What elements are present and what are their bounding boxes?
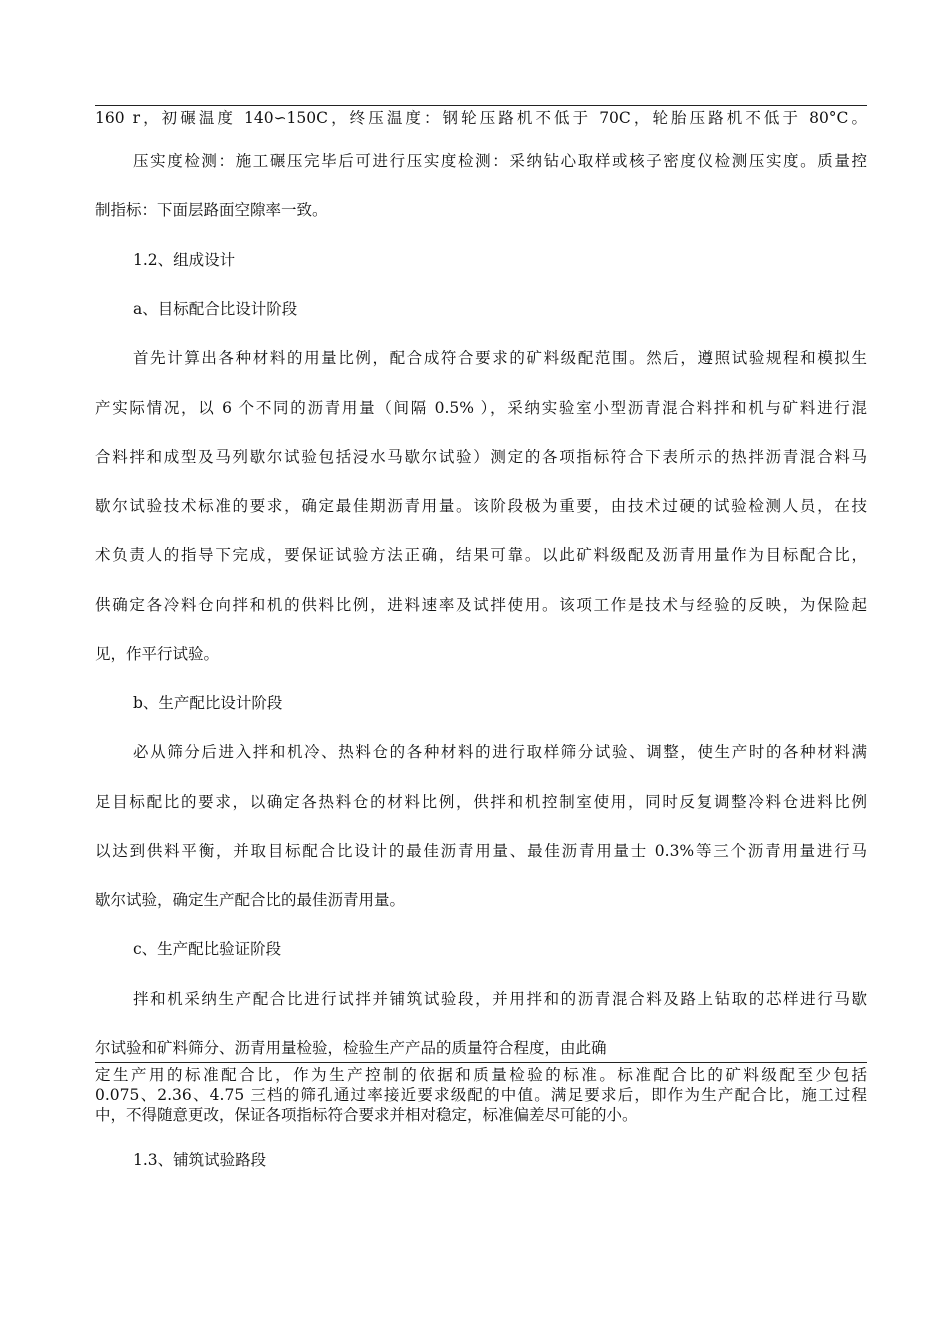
paragraph-line: 定生产用的标准配合比，作为生产控制的依据和质量检验的标准。标准配合比的矿料级配至少包括	[95, 1066, 867, 1084]
paragraph-line: 压实度检测：施工碾压完毕后可进行压实度检测：采纳钻心取样或核子密度仪检测压实度。质量控	[133, 152, 867, 170]
paragraph-line: 中，不得随意更改，保证各项指标符合要求并相对稳定，标准偏差尽可能的小。	[95, 1106, 638, 1124]
paragraph-line: 足目标配比的要求，以确定各热料仓的材料比例，供拌和机控制室使用，同时反复调整冷料仓进料比例	[95, 793, 867, 811]
paragraph-line: 以达到供料平衡，并取目标配合比设计的最佳沥青用量、最佳沥青用量士 0.3%等三个沥青用量进行马	[95, 842, 867, 860]
continued-paragraph	[95, 1065, 867, 1125]
paragraph-line: 产实际情况，以 6 个不同的沥青用量（间隔 0.5% ），采纳实验室小型沥青混合料拌和机与矿料进行混	[95, 399, 867, 417]
paragraph-line: 术负责人的指导下完成，要保证试验方法正确，结果可靠。以此矿料级配及沥青用量作为目标配合比，	[95, 546, 867, 564]
paragraph-line: 制指标：下面层路面空隙率一致。	[95, 201, 328, 219]
top-divider	[95, 105, 867, 106]
paragraph-line: 160 r，初碾温度 140∽150C，终压温度：钢轮压路机不低于 70C，轮胎压路机不低于 80°C。	[95, 109, 867, 127]
paragraph-line: 歇尔试验技术标准的要求，确定最佳期沥青用量。该阶段极为重要，由技术过硬的试验检测人员，在技	[95, 497, 867, 515]
subsection-heading: b、生产配比设计阶段	[133, 694, 283, 712]
paragraph-line: 首先计算出各种材料的用量比例，配合成符合要求的矿料级配范围。然后，遵照试验规程和模拟生	[133, 349, 867, 367]
section-heading: 1.3、铺筑试验路段	[133, 1151, 267, 1169]
paragraph-line: 供确定各冷料仓向拌和机的供料比例，进料速率及试拌使用。该项工作是技术与经验的反映，为保险起	[95, 596, 867, 614]
paragraph-line: 必从筛分后进入拌和机冷、热料仓的各种材料的进行取样筛分试验、调整，使生产时的各种材料满	[133, 743, 867, 761]
subsection-heading: a、目标配合比设计阶段	[133, 300, 298, 318]
paragraph-line: 拌和机采纳生产配合比进行试拌并铺筑试验段，并用拌和的沥青混合料及路上钻取的芯样进行马歇	[133, 990, 867, 1008]
paragraph-line: 尔试验和矿料筛分、沥青用量检验，检验生产产品的质量符合程度，由此确	[95, 1039, 607, 1057]
paragraph-line: 歇尔试验，确定生产配合比的最佳沥青用量。	[95, 891, 406, 909]
paragraph-line: 见，作平行试验。	[95, 645, 220, 663]
paragraph-line: 0.075、2.36、4.75 三档的筛孔通过率接近要求级配的中值。满足要求后，即作为生产配合比，施工过程	[95, 1086, 867, 1104]
subsection-heading: c、生产配比验证阶段	[133, 940, 282, 958]
middle-divider	[95, 1062, 867, 1063]
paragraph-line: 合料拌和成型及马列歇尔试验包括浸水马歇尔试验）测定的各项指标符合下表所示的热拌沥青混合料马	[95, 448, 867, 466]
section-heading: 1.2、组成设计	[133, 251, 236, 269]
